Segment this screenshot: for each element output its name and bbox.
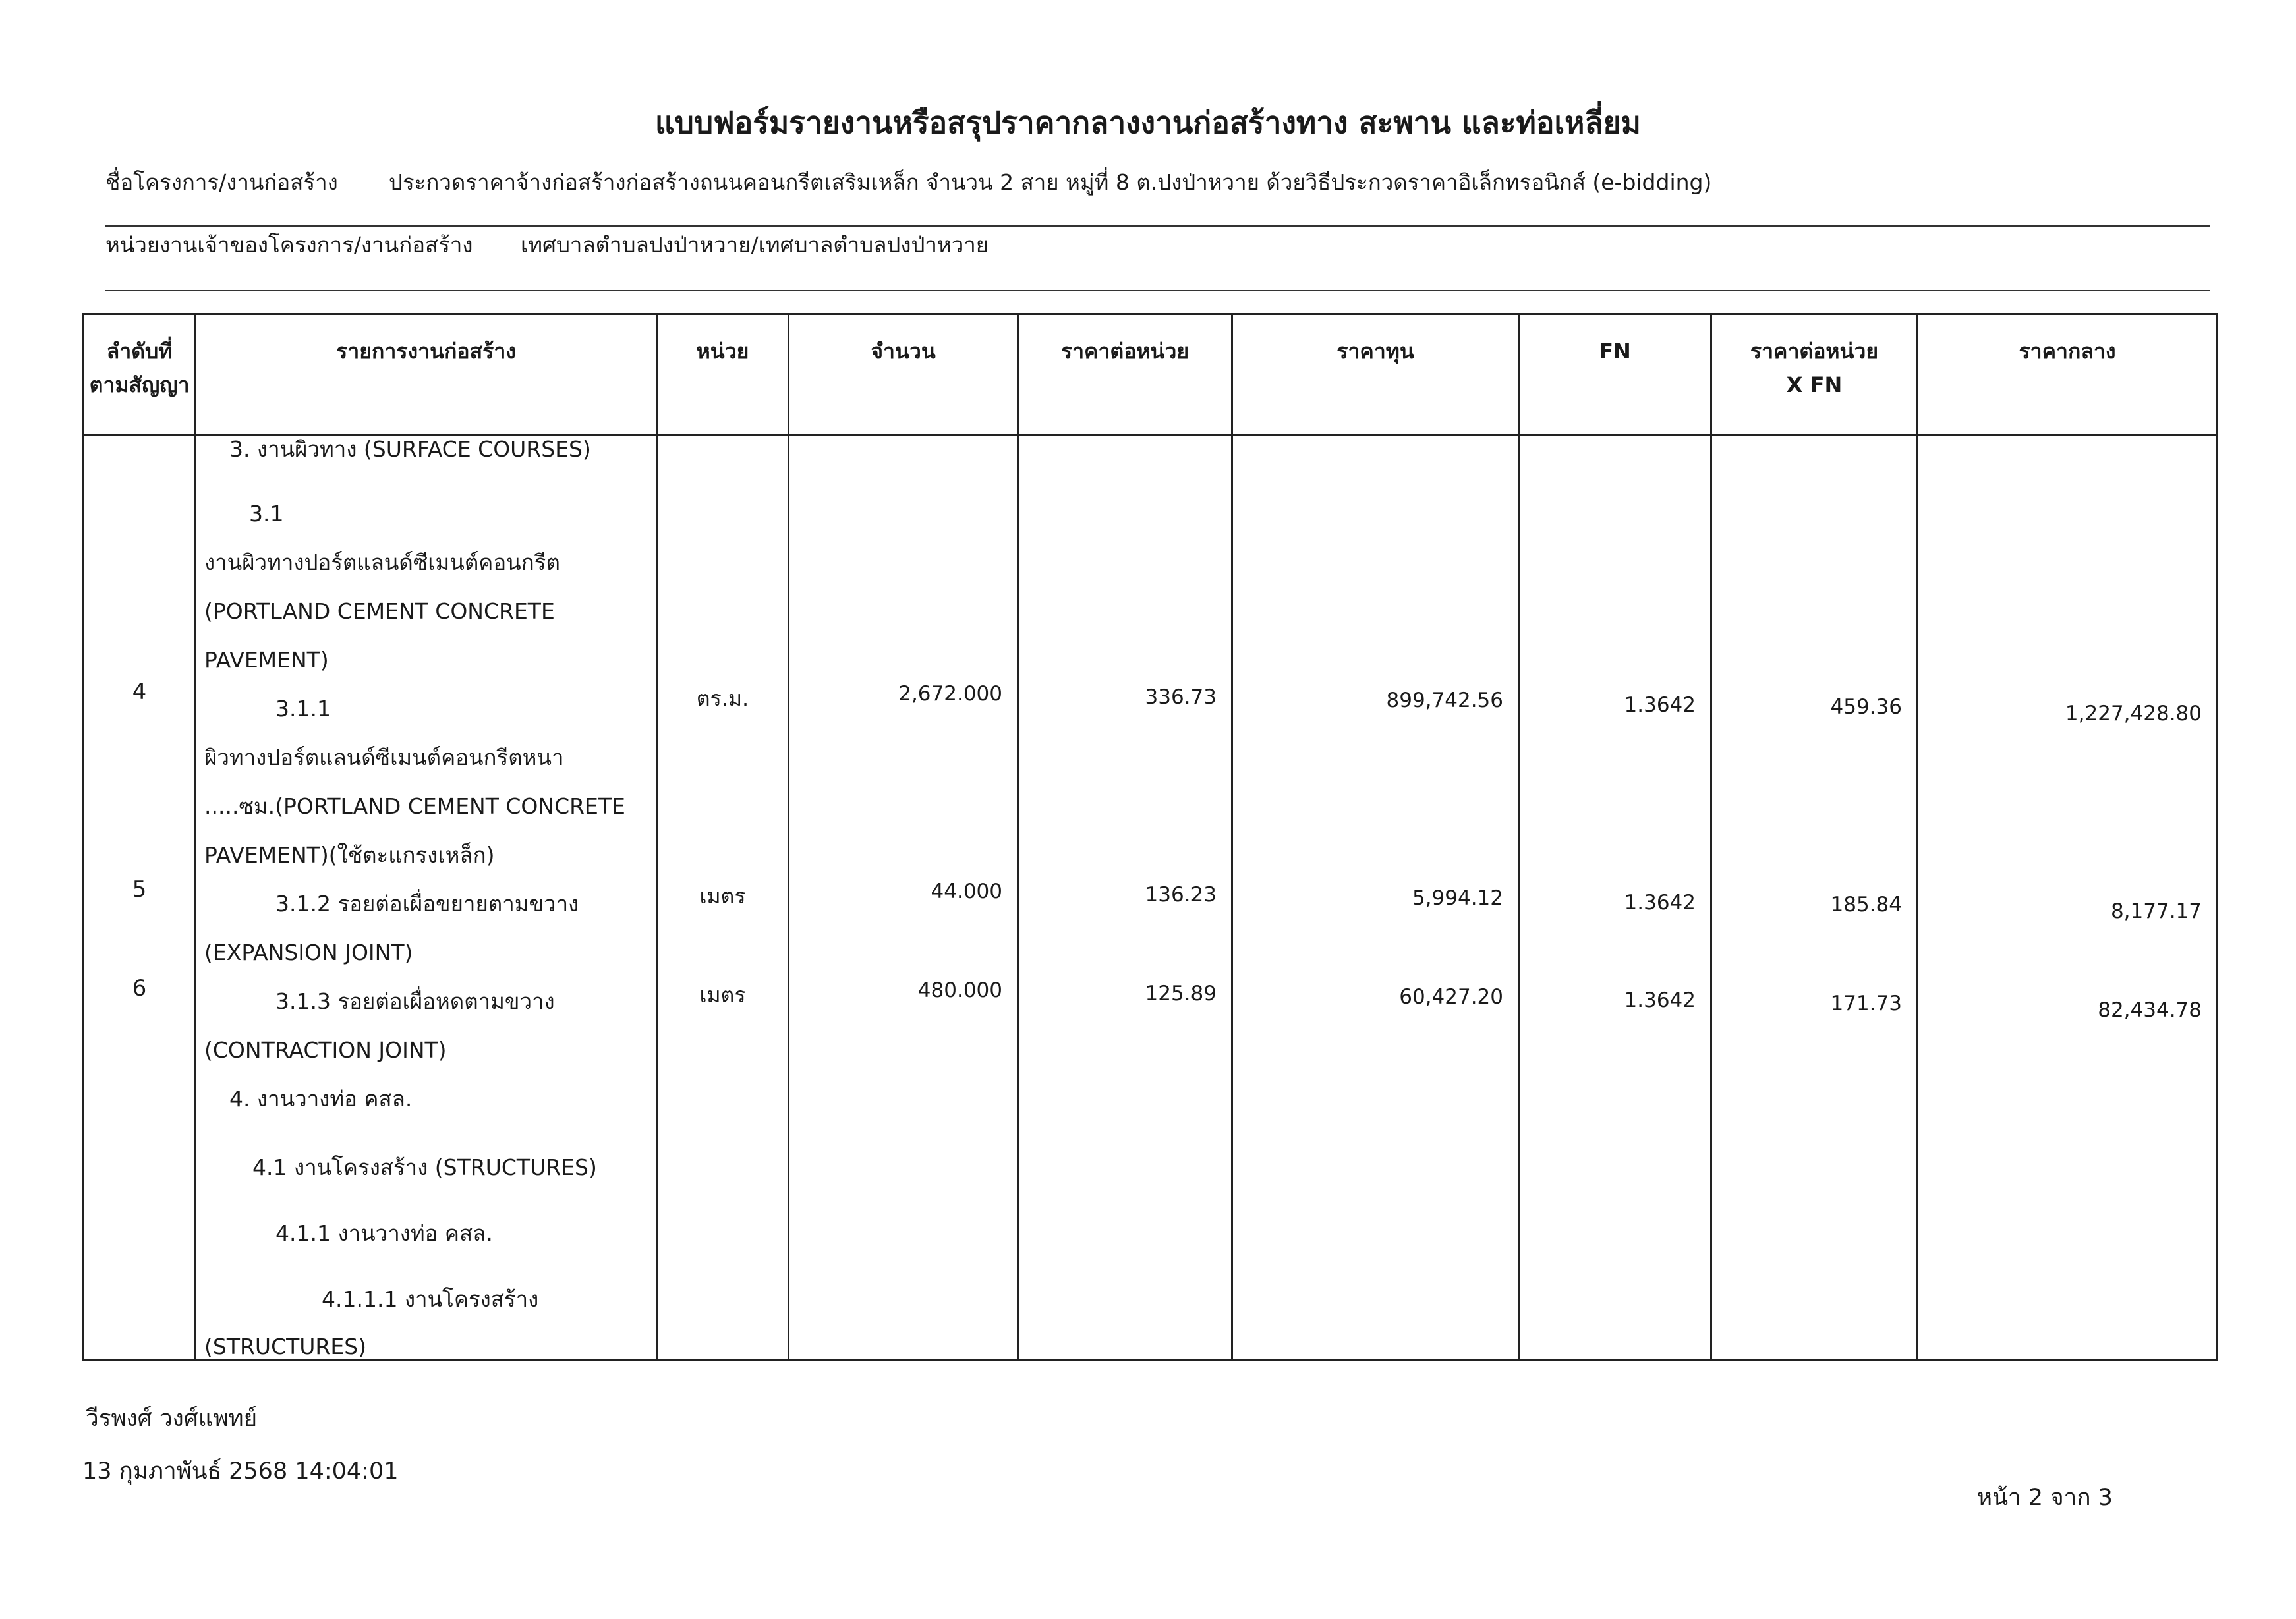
row-qty: 480.000 <box>917 979 1002 1002</box>
qty-column <box>789 436 1018 1360</box>
median-column <box>1918 436 2218 1360</box>
header-unit-fn-line2: X FN <box>1786 372 1843 398</box>
row-median: 82,434.78 <box>2098 998 2202 1022</box>
item-line: (EXPANSION JOINT) <box>204 940 413 965</box>
item-line: (CONTRACTION JOINT) <box>204 1037 447 1063</box>
item-line: (STRUCTURES) <box>204 1334 367 1359</box>
item-line: .....ซม.(PORTLAND CEMENT CONCRETE <box>204 793 625 819</box>
row-unit: เมตร <box>699 884 746 909</box>
item-line: 3. งานผิวทาง (SURFACE COURSES) <box>229 436 591 462</box>
header-unit-fn-line1: ราคาต่อหน่วย <box>1750 339 1879 364</box>
row-unit: เมตร <box>699 982 746 1008</box>
header-fn: FN <box>1519 314 1711 436</box>
item-line: 3.1 <box>249 501 284 526</box>
unit-price-column <box>1018 436 1232 1360</box>
item-line: PAVEMENT)(ใช้ตะแกรงเหล็ก) <box>204 842 495 868</box>
item-line: (PORTLAND CEMENT CONCRETE <box>204 598 555 624</box>
row-unit: ตร.ม. <box>696 686 749 711</box>
project-name-label: ชื่อโครงการ/งานก่อสร้าง <box>105 169 338 195</box>
row-seq: 6 <box>132 975 147 1002</box>
divider <box>105 290 2210 291</box>
row-qty: 2,672.000 <box>898 682 1002 706</box>
row-unit-price: 336.73 <box>1145 685 1217 709</box>
item-line: งานผิวทางปอร์ตแลนด์ซีเมนต์คอนกรีต <box>204 550 560 575</box>
row-unit-price: 125.89 <box>1145 982 1217 1006</box>
cost-column <box>1232 436 1519 1360</box>
row-unit-fn: 171.73 <box>1830 992 1902 1015</box>
item-line: 4.1.1.1 งานโครงสร้าง <box>322 1286 539 1312</box>
header-unit: หน่วย <box>657 314 789 436</box>
item-line: 3.1.3 รอยต่อเผื่อหดตามขวาง <box>275 988 555 1014</box>
unit-column <box>657 436 789 1360</box>
header-seq <box>84 314 196 436</box>
fn-column <box>1519 436 1711 1360</box>
item-line: 4.1.1 งานวางท่อ คสล. <box>275 1220 493 1246</box>
row-median: 1,227,428.80 <box>2065 702 2202 725</box>
print-datetime: 13 กุมภาพันธ์ 2568 14:04:01 <box>82 1458 399 1485</box>
signer-name: วีรพงศ์ วงศ์แพทย์ <box>86 1406 258 1432</box>
row-unit-price: 136.23 <box>1145 883 1217 907</box>
row-fn: 1.3642 <box>1624 693 1696 717</box>
header-seq-line1: ลำดับที่ <box>106 339 173 364</box>
header-seq-line2: ตามสัญญา <box>89 372 190 398</box>
item-line: 3.1.1 <box>275 696 331 722</box>
document-title: แบบฟอร์มรายงานหรือสรุปราคากลางงานก่อสร้างทาง สะพาน และท่อเหลี่ยม <box>655 105 1641 140</box>
item-column <box>196 436 657 1360</box>
row-unit-fn: 459.36 <box>1830 695 1902 719</box>
row-seq: 5 <box>132 876 147 903</box>
item-line: 4.1 งานโครงสร้าง (STRUCTURES) <box>252 1154 597 1180</box>
price-table <box>82 313 2218 1361</box>
item-line: 4. งานวางท่อ คสล. <box>229 1086 413 1112</box>
row-fn: 1.3642 <box>1624 891 1696 915</box>
row-fn: 1.3642 <box>1624 988 1696 1012</box>
table-header-row <box>84 314 2218 436</box>
row-cost: 899,742.56 <box>1386 689 1503 712</box>
divider <box>105 225 2210 227</box>
header-cost: ราคาทุน <box>1232 314 1519 436</box>
page-number: หน้า 2 จาก 3 <box>1977 1485 2113 1511</box>
header-qty: จำนวน <box>789 314 1018 436</box>
agency-value: เทศบาลตำบลปงป่าหวาย/เทศบาลตำบลปงป่าหวาย <box>521 232 989 258</box>
row-seq: 4 <box>132 679 147 705</box>
item-line: PAVEMENT) <box>204 647 329 673</box>
item-line: 3.1.2 รอยต่อเผื่อขยายตามขวาง <box>275 891 579 917</box>
row-cost: 60,427.20 <box>1399 985 1503 1009</box>
header-unit-price: ราคาต่อหน่วย <box>1018 314 1232 436</box>
agency-label: หน่วยงานเจ้าของโครงการ/งานก่อสร้าง <box>105 232 473 258</box>
seq-column <box>84 436 196 1360</box>
header-unit-fn <box>1711 314 1918 436</box>
header-median: ราคากลาง <box>1918 314 2218 436</box>
item-line: ผิวทางปอร์ตแลนด์ซีเมนต์คอนกรีตหนา <box>204 745 564 770</box>
row-cost: 5,994.12 <box>1412 886 1503 910</box>
header-item: รายการงานก่อสร้าง <box>196 314 657 436</box>
project-name-value: ประกวดราคาจ้างก่อสร้างก่อสร้างถนนคอนกรีตเสริมเหล็ก จำนวน 2 สาย หมู่ที่ 8 ต.ปงป่าหวาย ด้วยวิธีประกวดราคาอิเล็กทรอนิกส์ (e-bidding) <box>389 169 1712 195</box>
table-body-row <box>84 436 2218 1360</box>
row-qty: 44.000 <box>931 880 1002 903</box>
unit-fn-column <box>1711 436 1918 1360</box>
row-median: 8,177.17 <box>2110 899 2202 923</box>
row-unit-fn: 185.84 <box>1830 893 1902 917</box>
